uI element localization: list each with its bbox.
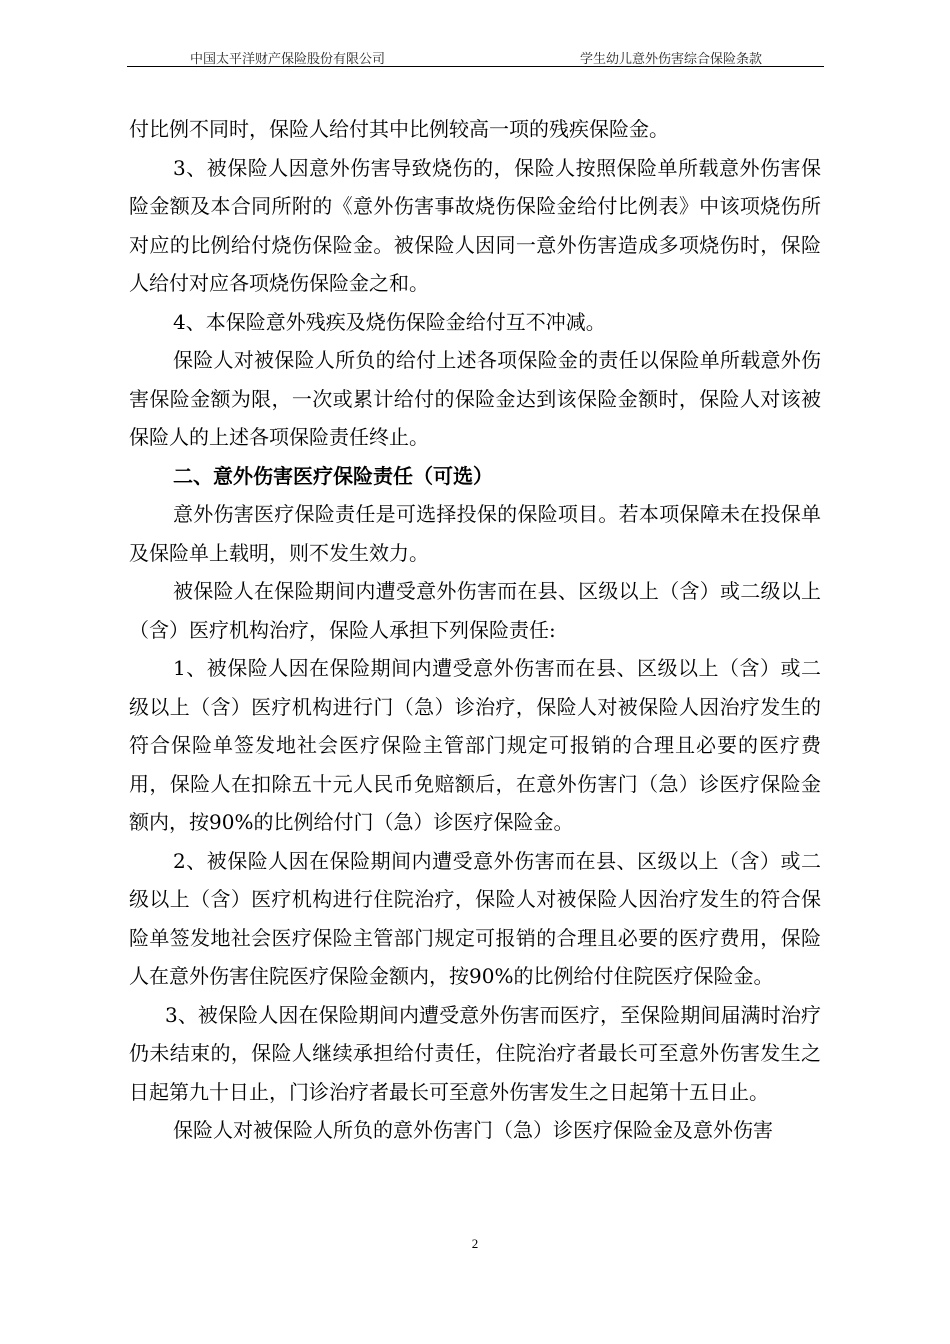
- paragraph-item-3-continuation: 3、被保险人因在保险期间内遭受意外伤害而医疗，至保险期间届满时治疗仍未结束的，保险人继续承担给付责任，住院治疗者最长可至意外伤害发生之日起第九十日止，门诊治疗者最长可至意外伤害发生之日起第十五日止。: [129, 1002, 821, 1104]
- header-company-name: 中国太平洋财产保险股份有限公司: [190, 52, 386, 67]
- paragraph-item-2-inpatient: 2、被保险人因在保险期间内遭受意外伤害而在县、区级以上（含）或二级以上（含）医疗机构进行住院治疗，保险人对被保险人因治疗发生的符合保险单签发地社会医疗保险主管部门规定可报销的合理且必要的医疗费用，保险人在意外伤害住院医疗保险金额内，按90%的比例给付住院医疗保险金。: [129, 848, 821, 988]
- paragraph-optional-coverage: 意外伤害医疗保险责任是可选择投保的保险项目。若本项保障未在投保单及保险单上载明，则不发生效力。: [129, 502, 821, 565]
- paragraph-medical-limit: 保险人对被保险人所负的意外伤害门（急）诊医疗保险金及意外伤害: [173, 1118, 773, 1142]
- paragraph-item-4: 4、本保险意外残疾及烧伤保险金给付互不冲减。: [173, 309, 606, 334]
- document-body: [129, 110, 821, 1150]
- paragraph-liability-limit: 保险人对被保险人所负的给付上述各项保险金的责任以保险单所载意外伤害保险金额为限，一次或累计给付的保险金达到该保险金额时，保险人对该被保险人的上述各项保险责任终止。: [129, 348, 821, 449]
- paragraph-continuation: 付比例不同时，保险人给付其中比例较高一项的残疾保险金。: [129, 117, 669, 141]
- header-document-title: 学生幼儿意外伤害综合保险条款: [579, 52, 762, 67]
- section-heading-medical: 二、意外伤害医疗保险责任（可选）: [173, 463, 493, 488]
- header-divider: [127, 66, 824, 67]
- paragraph-item-1-outpatient: 1、被保险人因在保险期间内遭受意外伤害而在县、区级以上（含）或二级以上（含）医疗机构进行门（急）诊治疗，保险人对被保险人因治疗发生的符合保险单签发地社会医疗保险主管部门规定可报销的合理且必要的医疗费用，保险人在扣除五十元人民币免赔额后，在意外伤害门（急）诊医疗保险金额内，按90%的比例给付门（急）诊医疗保险金。: [129, 656, 821, 834]
- page-number: 2: [471, 1236, 479, 1251]
- paragraph-coverage-scope: 被保险人在保险期间内遭受意外伤害而在县、区级以上（含）或二级以上（含）医疗机构治疗，保险人承担下列保险责任:: [129, 579, 821, 642]
- paragraph-item-3-burns: 3、被保险人因意外伤害导致烧伤的，保险人按照保险单所载意外伤害保险金额及本合同所附的《意外伤害事故烧伤保险金给付比例表》中该项烧伤所对应的比例给付烧伤保险金。被保险人因同一意外伤害造成多项烧伤时，保险人给付对应各项烧伤保险金之和。: [129, 155, 821, 295]
- page-header: [127, 44, 824, 66]
